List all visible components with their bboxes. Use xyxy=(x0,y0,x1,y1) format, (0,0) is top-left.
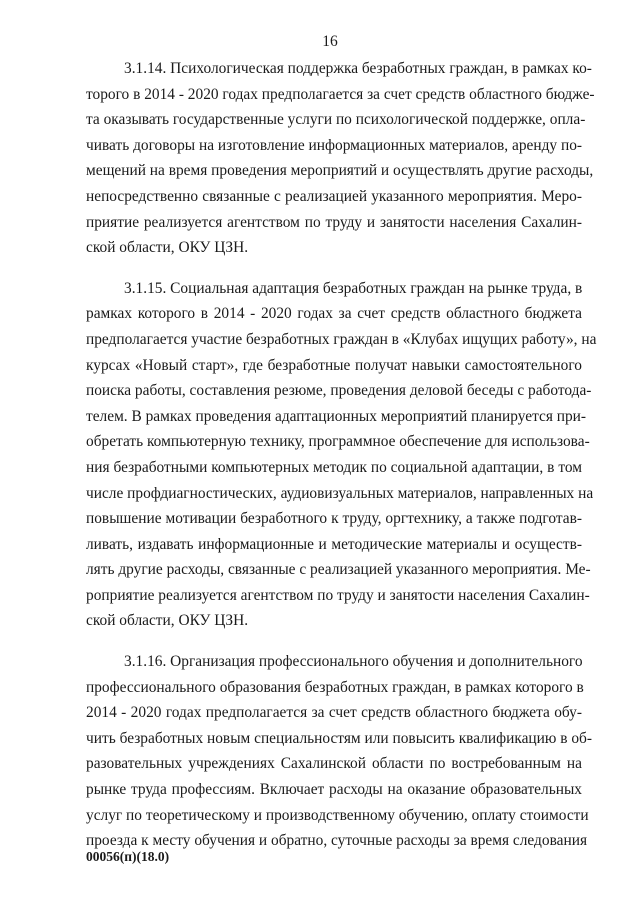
text-line: курсах «Новый старт», где безработные получат навыки самостоятельного xyxy=(86,356,582,374)
text-line: 3.1.15. Социальная адаптация безработных граждан на рынке труда, в xyxy=(124,279,583,297)
document-code: 00056(п)(18.0) xyxy=(86,849,170,864)
text-line: та оказывать государственные услуги по психологической поддержке, опла- xyxy=(86,111,586,129)
text-line: 3.1.16. Организация профессионального обучения и дополнительного xyxy=(124,653,583,671)
text-line: услуг по теоретическому и производственному обучению, оплату стоимости xyxy=(86,806,589,824)
page-number: 16 xyxy=(322,33,338,50)
text-line: мещений на время проведения мероприятий и осуществлять другие расходы, xyxy=(86,162,594,180)
text-line: роприятие реализуется агентством по труду и занятости населения Сахалин- xyxy=(86,586,590,604)
text-line: рынке труда профессиям. Включает расходы на оказание образовательных xyxy=(86,781,582,799)
text-line: поиска работы, составления резюме, проведения деловой беседы с работода- xyxy=(86,382,592,400)
text-line: ской области, ОКУ ЦЗН. xyxy=(86,612,249,630)
text-line: приятие реализуется агентством по труду и занятости населения Сахалин- xyxy=(86,213,582,231)
text-line: 2014 - 2020 годах предполагается за счет средств областного бюджета обу- xyxy=(86,704,582,722)
text-line: предполагается участие безработных граждан в «Клубах ищущих работу», на xyxy=(86,330,597,348)
text-line: числе профдиагностических, аудиовизуальных материалов, направленных на xyxy=(86,484,594,502)
text-line: проезда к месту обучения и обратно, суточные расходы за время следования xyxy=(86,832,588,850)
paragraph-3-1-15 xyxy=(86,276,597,634)
text-line: обретать компьютерную технику, программное обеспечение для использова- xyxy=(86,433,590,451)
text-line: 3.1.14. Психологическая поддержка безработных граждан, в рамках ко- xyxy=(124,60,592,77)
text-line: ливать, издавать информационные и методические материалы и осуществ- xyxy=(86,535,582,553)
text-line: разовательных учреждениях Сахалинской области по востребованным на xyxy=(86,755,582,773)
text-line: лять другие расходы, связанные с реализацией указанного мероприятия. Ме- xyxy=(86,561,591,579)
text-line: рамках которого в 2014 - 2020 годах за счет средств областного бюджета xyxy=(86,305,582,323)
text-line: торого в 2014 - 2020 годах предполагается за счет средств областного бюдже- xyxy=(86,85,595,103)
text-line: чить безработных новым специальностям или повысить квалификацию в об- xyxy=(86,729,592,747)
text-line: непосредственно связанные с реализацией указанного мероприятия. Меро- xyxy=(86,187,582,205)
text-line: профессионального образования безработных граждан, в рамках которого в xyxy=(86,678,584,696)
paragraph-3-1-14 xyxy=(86,56,595,261)
text-line: чивать договоры на изготовление информационных материалов, аренду по- xyxy=(86,136,583,154)
text-line: повышение мотивации безработного к труду, оргтехнику, а также подготав- xyxy=(86,510,582,528)
text-line: телем. В рамках проведения адаптационных мероприятий планируется при- xyxy=(86,407,587,425)
text-line: ния безработными компьютерных методик по социальной адаптации, в том xyxy=(86,458,582,476)
document-body xyxy=(86,56,597,869)
text-line: ской области, ОКУ ЦЗН. xyxy=(86,239,249,257)
paragraph-3-1-16 xyxy=(86,649,592,854)
